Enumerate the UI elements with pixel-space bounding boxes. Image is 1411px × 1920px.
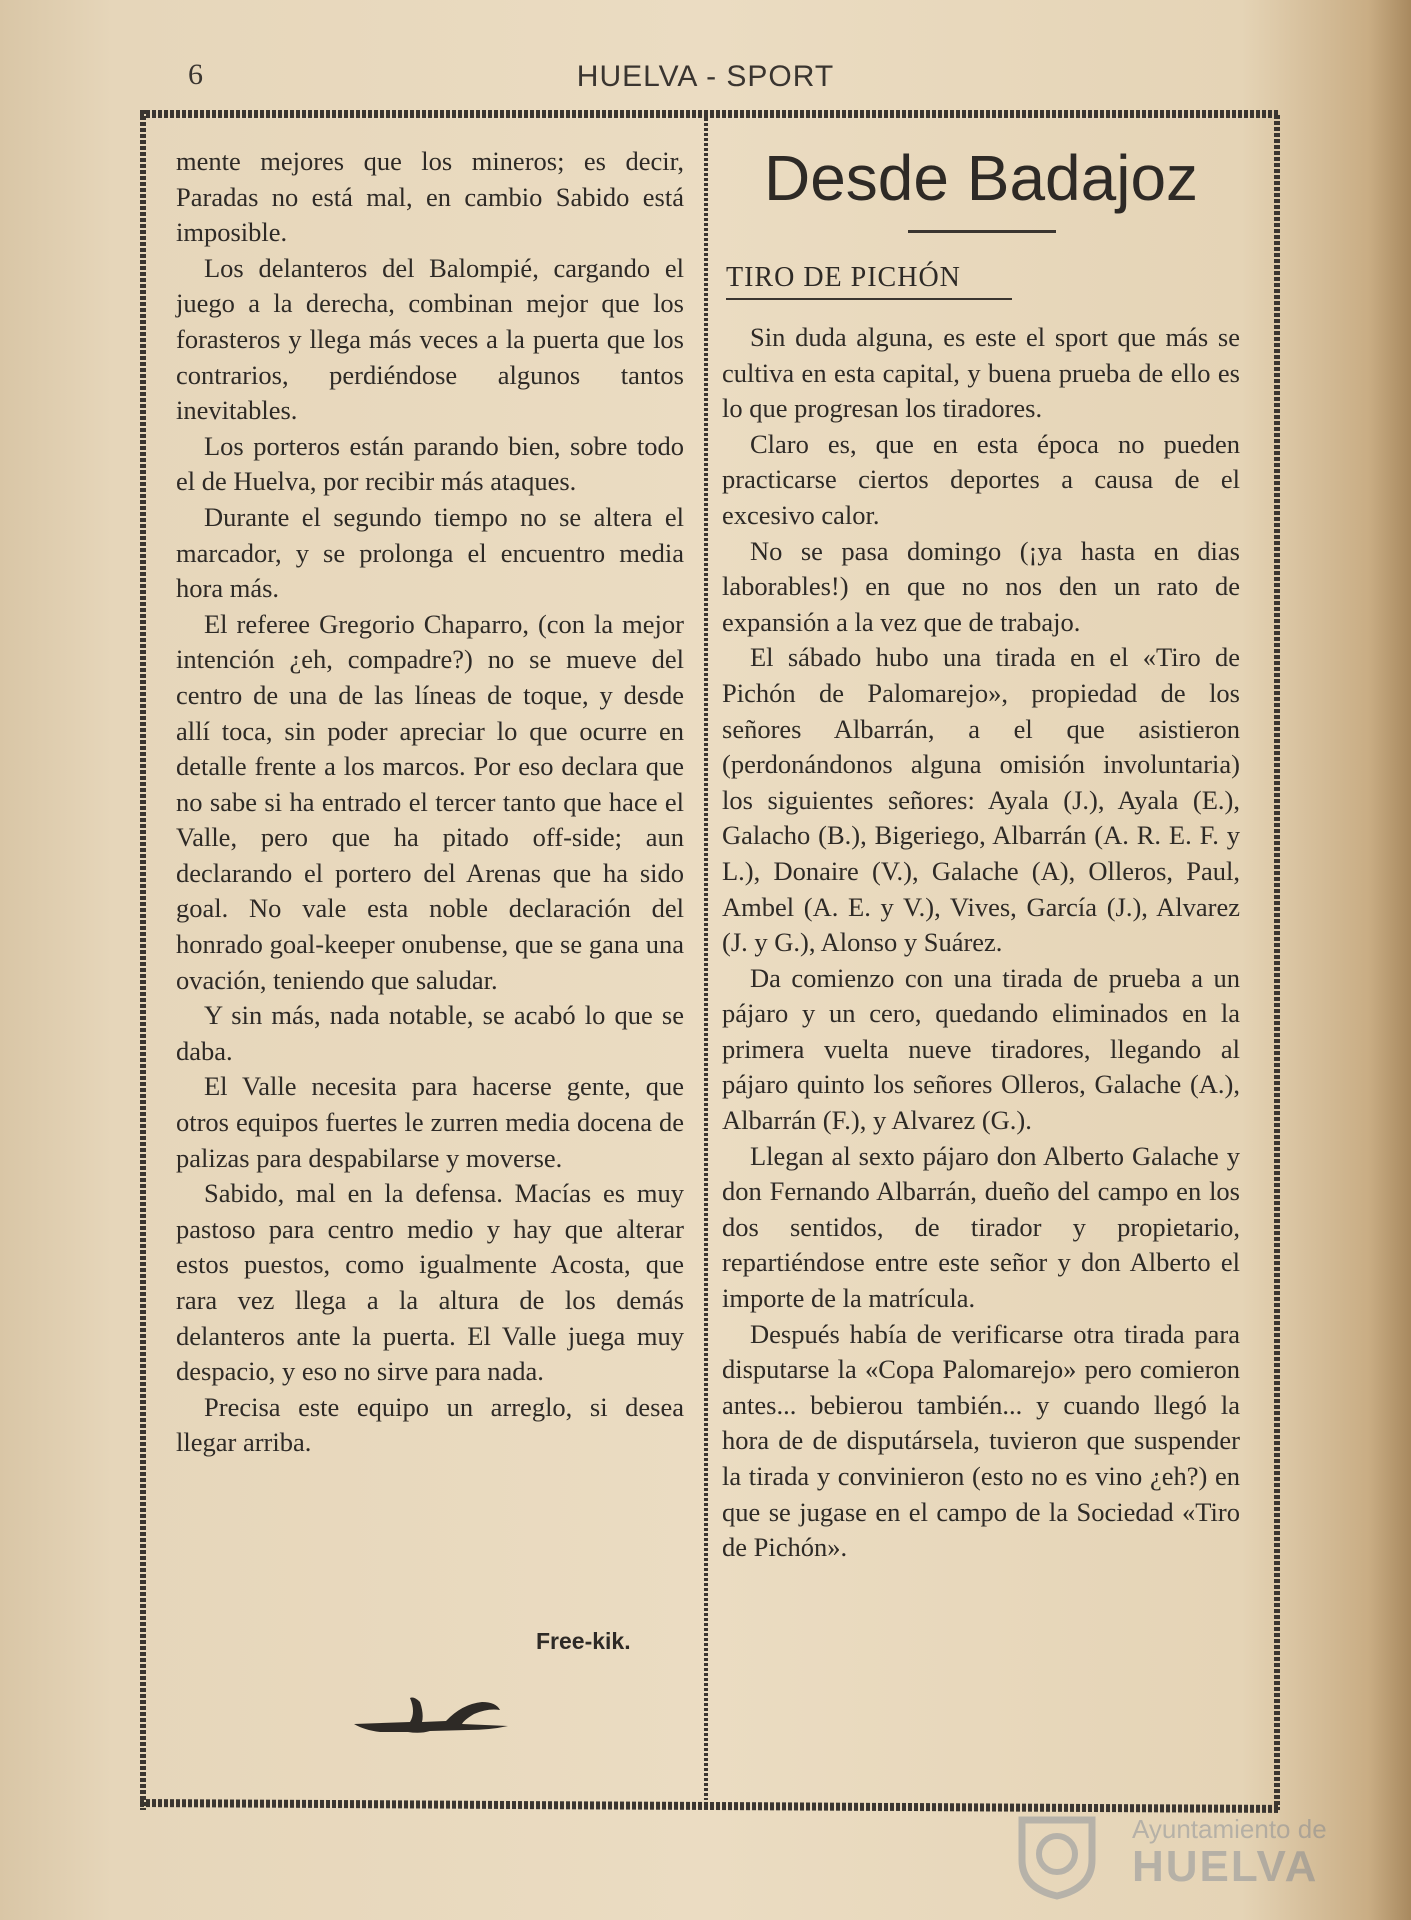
right-paragraph: Da comienzo con una tirada de prueba a un pájaro y un cero, quedando eliminados en la primera vuelta nueve tiradores, llegando al pájaro quinto los señores Olleros, Galache (A.), Albarrán (F.), y Alvarez (G.). (722, 962, 1240, 1136)
right-paragraph: Después había de verificarse otra tirada para disputarse la «Copa Palomarejo» pero comieron antes... bebierou también... y cuando llegó la hora de de disputársela, tuvieron que suspender la tirada y convinieron (esto no es vino ¿eh?) en que se jugase en el campo de la Sociedad «Tiro de Pichón». (722, 1318, 1240, 1563)
left-paragraph: Y sin más, nada notable, se acabó lo que se daba. (176, 1000, 684, 1066)
right-paragraph: Claro es, que en esta época no pueden practicarse ciertos deportes a causa de el excesivo calor. (722, 428, 1240, 530)
right-paragraph: No se pasa domingo (¡ya hasta en dias laborables!) en que no nos den un rato de expansión a la vez que de trabajo. (722, 535, 1240, 637)
watermark-line-1: Ayuntamiento de (1132, 1814, 1327, 1844)
left-paragraph: El referee Gregorio Chaparro, (con la mejor intención ¿eh, compadre?) no se mueve del centro de una de las líneas de toque, y desde allí toca, sin poder apreciar lo que ocurre en detalle frente a los marcos. Por eso declara que no sabe si ha entrado el tercer tanto que hace el Valle, pero que ha pitado off-side; aun declarando el portero del Arenas que ha sido goal. No vale esta noble declaración del honrado goal-keeper onubense, que se gana una ovación, teniendo que saludar. (176, 608, 684, 995)
ornament-icon (350, 1688, 515, 1738)
left-paragraph: Precisa este equipo un arreglo, si desea llegar arriba. (176, 1391, 684, 1458)
frame-border-top (140, 110, 1280, 118)
section-title: TIRO DE PICHÓN (726, 262, 961, 293)
headline-rule (908, 230, 1056, 233)
watermark (1002, 1806, 1362, 1902)
left-paragraph: Durante el segundo tiempo no se altera el marcador, y se prolonga el encuentro media hora más. (176, 501, 684, 604)
left-column (176, 144, 684, 1461)
section-underline (726, 298, 1012, 300)
running-title: HUELVA - SPORT (576, 60, 835, 93)
column-divider (704, 118, 708, 1800)
page-number: 6 (188, 58, 203, 91)
left-paragraph: Sabido, mal en la defensa. Macías es muy pastoso para centro medio y hay que alterar estos puestos, como igualmente Acosta, que rara vez llega a la altura de los demás delanteros ante la puerta. El Valle juega muy despacio, y eso no sirve para nada. (176, 1178, 684, 1387)
watermark-line-2: HUELVA (1132, 1842, 1319, 1891)
city-shield-icon (1002, 1810, 1112, 1900)
left-paragraph: El Valle necesita para hacerse gente, que otros equipos fuertes le zurren media docena de palizas para despabilarse y moverse. (176, 1071, 684, 1173)
right-column (722, 320, 1240, 1566)
frame-border-left (140, 110, 146, 1810)
right-paragraph: Sin duda alguna, es este el sport que más se cultiva en esta capital, y buena prueba de ello es lo que progresan los tiradores. (722, 322, 1240, 424)
left-paragraph: mente mejores que los mineros; es decir, Paradas no está mal, en cambio Sabido está imposible. (176, 146, 684, 248)
headline: Desde Badajoz (763, 142, 1199, 214)
right-paragraph: Llegan al sexto pájaro don Alberto Galache y don Fernando Albarrán, dueño del campo en los dos sentidos, de tirador y propietario, repartiéndose entre este señor y don Alberto el importe de la matrícula. (722, 1140, 1240, 1314)
right-paragraph: El sábado hubo una tirada en el «Tiro de Pichón de Palomarejo», propiedad de los señores Albarrán, a el que asistieron (perdonándonos alguna omisión involuntaria) los siguientes señores: Ayala (J.), Ayala (E.), Galacho (B.), Bigeriego, Albarrán (A. R. E. F. y L.), Donaire (V.), Galache (A), Olleros, Paul, Ambel (A. E. y V.), Vives, García (J.), Alvarez (J. y G.), Alonso y Suárez. (722, 642, 1240, 958)
left-paragraph: Los delanteros del Balompié, cargando el juego a la derecha, combinan mejor que los forasteros y llega más veces a la puerta que los contrarios, perdiéndose algunos tantos inevitables. (176, 252, 684, 426)
signature: Free-kik. (536, 1628, 631, 1654)
left-paragraph: Los porteros están parando bien, sobre todo el de Huelva, por recibir más ataques. (176, 430, 684, 497)
frame-border-right (1274, 115, 1280, 1810)
page-header (0, 58, 1411, 98)
